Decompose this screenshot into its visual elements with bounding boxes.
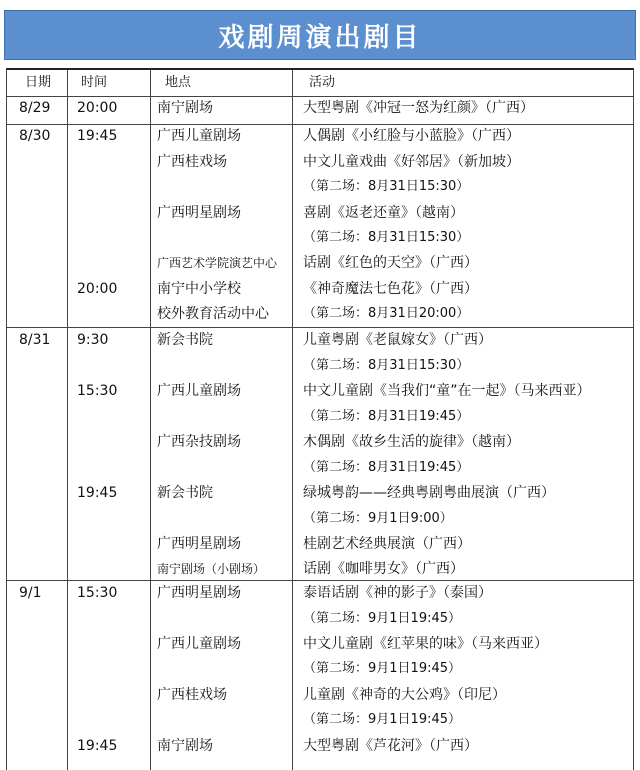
venue-cell: 广西桂戏场	[157, 154, 227, 170]
activity-cell: 话剧《红色的天空》（广西）	[303, 255, 478, 271]
venue-cell: 广西桂戏场	[157, 687, 227, 703]
activity-cell: 绿城粤韵——经典粤剧粤曲展演（广西）	[303, 485, 555, 501]
title-banner	[4, 10, 636, 60]
venue-cell: 广西杂技剧场	[157, 434, 241, 450]
time-cell: 9:30	[77, 332, 109, 348]
activity-cell: 中文儿童剧《当我们“童”在一起》（马来西亚）	[303, 383, 591, 399]
activity-cell: （第二场：8月31日15:30）	[303, 179, 470, 194]
column-divider	[292, 70, 293, 770]
column-divider	[150, 70, 151, 770]
activity-cell: （第二场：8月31日15:30）	[303, 358, 470, 373]
venue-cell: 校外教育活动中心	[157, 306, 269, 322]
activity-cell: 大型粤剧《芦花河》（广西）	[303, 738, 478, 754]
activity-cell: 《神奇魔法七色花》（广西）	[303, 281, 478, 297]
activity-cell: 大型粤剧《冲冠一怒为红颜》（广西）	[303, 100, 534, 116]
venue-cell: 广西明星剧场	[157, 585, 241, 601]
activity-cell: 话剧《咖啡男女》（广西）	[303, 561, 464, 577]
time-cell: 20:00	[77, 281, 118, 297]
date-cell: 9/1	[19, 585, 42, 601]
activity-cell: 中文儿童戏曲《好邻居》（新加坡）	[303, 154, 520, 170]
venue-cell: 广西明星剧场	[157, 536, 241, 552]
header-activity: 活动	[309, 75, 336, 90]
date-cell: 8/31	[19, 332, 51, 348]
page-title: 戏剧周演出剧目	[218, 22, 422, 53]
venue-cell: 南宁剧场	[157, 738, 213, 754]
activity-cell: 泰语话剧《神的影子》（泰国）	[303, 585, 492, 601]
date-group-divider	[7, 327, 633, 328]
activity-cell: （第二场：9月1日19:45）	[303, 661, 462, 676]
header-date: 日期	[25, 75, 52, 90]
time-cell: 19:45	[77, 485, 118, 501]
activity-cell: （第二场：8月31日19:45）	[303, 460, 470, 475]
activity-cell: 桂剧艺术经典展演（广西）	[303, 536, 471, 552]
venue-cell: 广西儿童剧场	[157, 636, 241, 652]
time-cell: 20:00	[77, 100, 118, 116]
venue-cell: 广西艺术学院演艺中心	[157, 256, 278, 270]
activity-cell: （第二场：8月31日15:30）	[303, 230, 470, 245]
date-cell: 8/30	[19, 128, 51, 144]
header-time: 时间	[81, 75, 108, 90]
activity-cell: （第二场：9月1日19:45）	[303, 712, 462, 727]
time-cell: 19:45	[77, 128, 118, 144]
date-group-divider	[7, 124, 633, 125]
activity-cell: 喜剧《返老还童》（越南）	[303, 205, 464, 221]
header-divider	[7, 96, 633, 97]
venue-cell: 南宁剧场	[157, 100, 213, 116]
activity-cell: 儿童剧《神奇的大公鸡》（印尼）	[303, 687, 506, 703]
activity-cell: （第二场：9月1日9:00）	[303, 511, 453, 526]
venue-cell: 新会书院	[157, 485, 213, 501]
activity-cell: 木偶剧《故乡生活的旋律》（越南）	[303, 434, 520, 450]
activity-cell: （第二场：8月31日19:45）	[303, 409, 470, 424]
venue-cell: 南宁剧场（小剧场）	[157, 562, 266, 576]
column-divider	[67, 70, 68, 770]
header-venue: 地点	[165, 75, 192, 90]
activity-cell: 儿童粤剧《老鼠嫁女》（广西）	[303, 332, 492, 348]
time-cell: 19:45	[77, 738, 118, 754]
date-group-divider	[7, 580, 633, 581]
venue-cell: 新会书院	[157, 332, 213, 348]
venue-cell: 广西明星剧场	[157, 205, 241, 221]
schedule-table	[6, 68, 634, 770]
time-cell: 15:30	[77, 585, 118, 601]
activity-cell: （第二场：9月1日19:45）	[303, 611, 462, 626]
venue-cell: 广西儿童剧场	[157, 383, 241, 399]
activity-cell: 人偶剧《小红脸与小蓝脸》（广西）	[303, 128, 520, 144]
time-cell: 15:30	[77, 383, 118, 399]
venue-cell: 南宁中小学校	[157, 281, 241, 297]
date-cell: 8/29	[19, 100, 51, 116]
activity-cell: 中文儿童剧《红苹果的味》（马来西亚）	[303, 636, 548, 652]
activity-cell: （第二场：8月31日20:00）	[303, 306, 470, 321]
venue-cell: 广西儿童剧场	[157, 128, 241, 144]
